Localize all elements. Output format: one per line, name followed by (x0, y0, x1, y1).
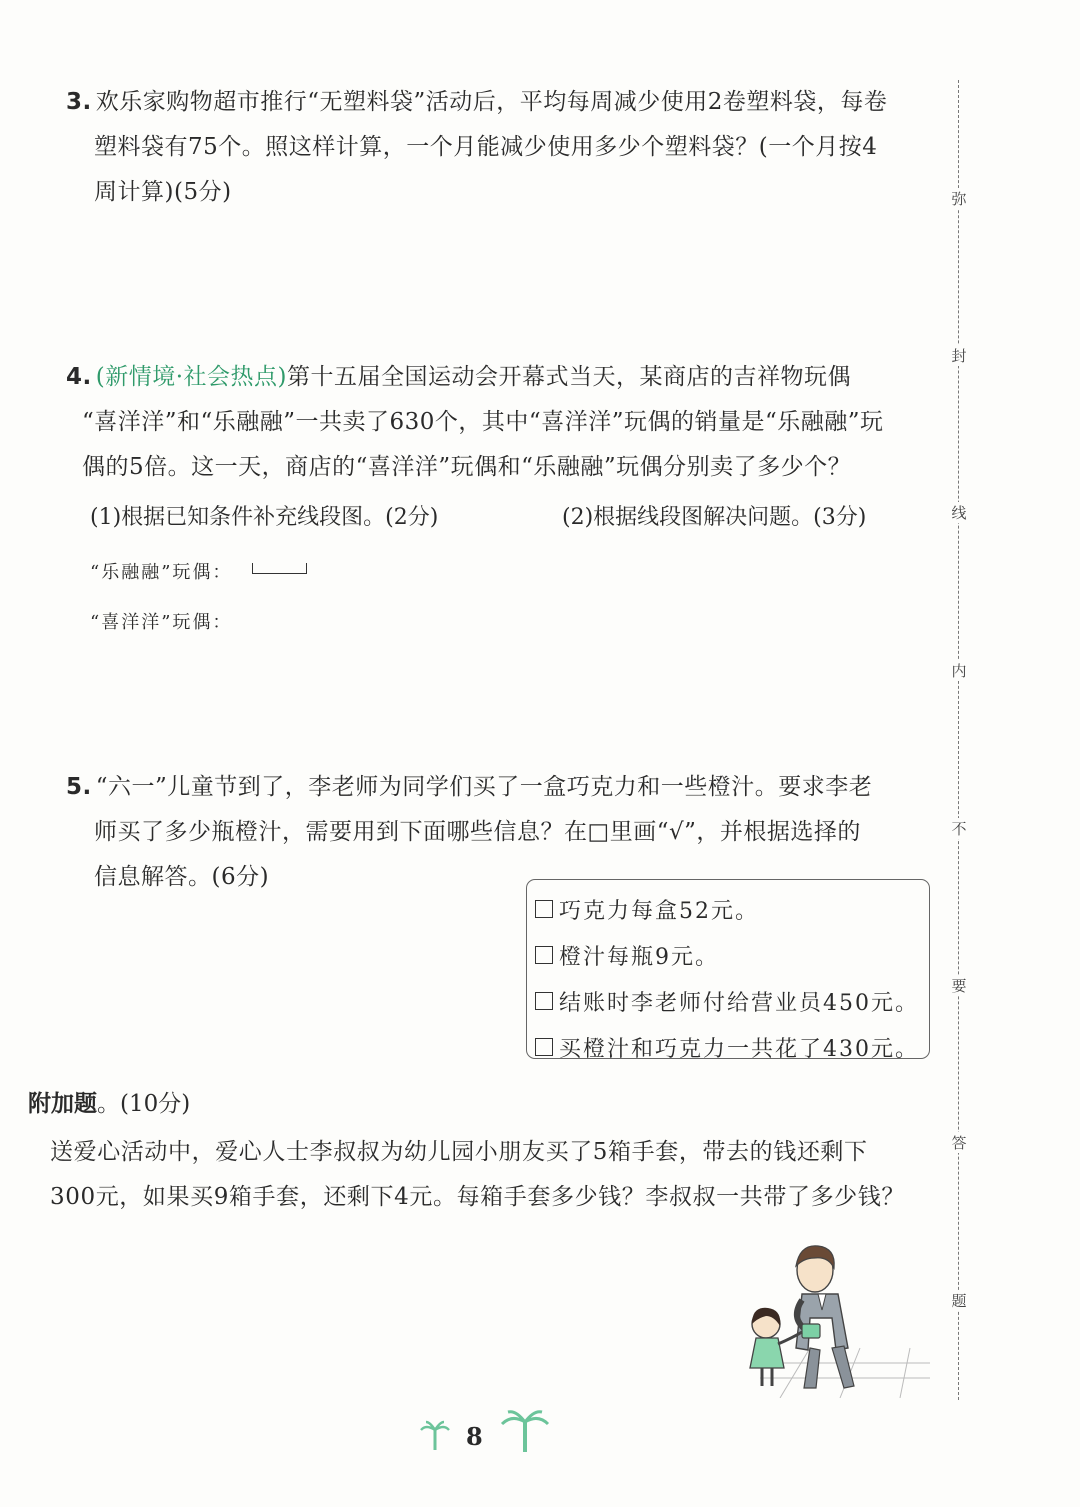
bonus-score: 。(10分) (97, 1091, 191, 1117)
option-text: 买橙汁和巧克力一共花了430元。 (559, 1036, 919, 1062)
question-text-line: 周计算)(5分) (94, 179, 232, 205)
question-text-line: 塑料袋有75个。照这样计算，一个月能减少使用多少个塑料袋？(一个月按4 (94, 134, 878, 160)
question-text-line: 送爱心活动中，爱心人士李叔叔为幼儿园小朋友买了5箱手套，带去的钱还剩下 (50, 1139, 868, 1165)
option-text: 橙汁每瓶9元。 (559, 944, 719, 970)
binding-char: 要 (948, 975, 970, 996)
option-checkbox[interactable] (535, 900, 553, 918)
question-text-line: 师买了多少瓶橙汁，需要用到下面哪些信息？在□里画“√”，并根据选择的 (94, 819, 861, 845)
option-checkbox[interactable] (535, 946, 553, 964)
question-text-line: “喜洋洋”和“乐融融”一共卖了630个，其中“喜洋洋”玩偶的销量是“乐融融”玩 (82, 409, 884, 435)
question-4 (66, 355, 936, 490)
binding-char: 封 (948, 345, 970, 366)
info-options-box (526, 879, 930, 1062)
option-checkbox[interactable] (535, 992, 553, 1010)
question-text-line: 偶的5倍。这一天，商店的“喜洋洋”玩偶和“乐融融”玩偶分别卖了多少个？ (82, 454, 852, 480)
info-option (535, 886, 929, 932)
bonus-title: 附加题 (28, 1091, 97, 1117)
question-text-line: 欢乐家购物超市推行“无塑料袋”活动后，平均每周减少使用2卷塑料袋，每卷 (95, 89, 888, 115)
binding-dashed-line (958, 80, 959, 1400)
option-text: 结账时李老师付给营业员450元。 (559, 990, 919, 1016)
context-tag: (新情境·社会热点) (95, 364, 288, 390)
question-text-line: “六一”儿童节到了，李老师为同学们买了一盒巧克力和一些橙汁。要求李老 (95, 774, 873, 800)
option-text: 巧克力每盒52元。 (559, 898, 759, 924)
binding-char: 不 (948, 818, 970, 839)
bonus-heading (28, 1084, 190, 1124)
page-number: 8 (466, 1422, 483, 1451)
gift-giving-illustration (740, 1238, 930, 1398)
palm-tree-icon (420, 1420, 450, 1452)
sub-question-2: (2)根据线段图解决问题。(3分) (562, 505, 867, 530)
binding-char: 内 (948, 660, 970, 681)
info-option (535, 978, 929, 1024)
binding-char: 线 (948, 502, 970, 523)
line-segment-lerongrong[interactable] (252, 563, 307, 574)
binding-char: 题 (948, 1290, 970, 1311)
segment-label-lerongrong: “乐融融”玩偶： (90, 562, 233, 583)
question-number: 4. (66, 364, 92, 390)
question-text-line: 信息解答。(6分) (94, 864, 270, 890)
question-text-line: 第十五届全国运动会开幕式当天，某商店的吉祥物玩偶 (287, 364, 852, 390)
bonus-question (50, 1130, 940, 1220)
question-text-line: 300元，如果买9箱手套，还剩下4元。每箱手套多少钱？李叔叔一共带了多少钱？ (50, 1184, 905, 1210)
segment-label-xiyangyang: “喜洋洋”玩偶： (90, 612, 233, 633)
question-number: 5. (66, 774, 92, 800)
binding-char: 弥 (948, 188, 970, 209)
info-option (535, 1024, 929, 1070)
man-figure (796, 1246, 854, 1388)
sub-question-1: (1)根据已知条件补充线段图。(2分) (90, 505, 439, 530)
palm-tree-icon (500, 1410, 550, 1454)
gift-icon (802, 1324, 820, 1338)
question-3 (66, 80, 936, 215)
option-checkbox[interactable] (535, 1038, 553, 1056)
binding-char: 答 (948, 1132, 970, 1153)
info-option (535, 932, 929, 978)
question-number: 3. (66, 89, 92, 115)
